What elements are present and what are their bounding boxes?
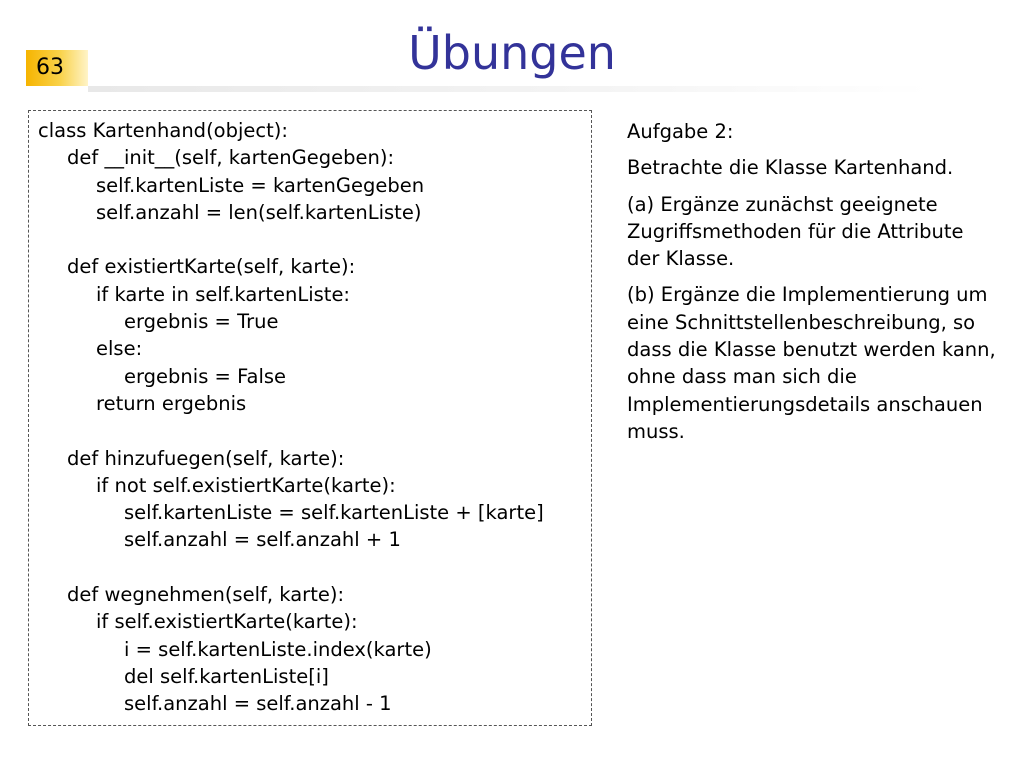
code-listing [38, 117, 544, 718]
code-line: class Kartenhand(object): [38, 119, 288, 142]
code-line: if karte in self.kartenListe: [96, 282, 351, 306]
task-heading: Aufgabe 2: [627, 120, 734, 143]
task-part-b: (b) Ergänze die Implementierung um eine Schnittstellenbeschreibung, so dass die Klasse benutzt werden kann, ohne dass man sich die Implementierungsdetails anschauen muss. [627, 283, 996, 443]
slide-title: Übungen [408, 26, 616, 80]
code-line: def hinzufuegen(self, karte): [67, 446, 345, 470]
task-part-a: (a) Ergänze zunächst geeignete Zugriffsmethoden für die Attribute der Klasse. [627, 192, 964, 271]
code-line: def __init__(self, kartenGegeben): [67, 146, 395, 170]
code-blank-line [38, 226, 544, 253]
code-line: else: [96, 337, 143, 361]
task-description [627, 118, 1002, 454]
code-line: ergebnis = False [124, 364, 287, 388]
code-line: del self.kartenListe[i] [124, 664, 329, 688]
code-line: ergebnis = True [124, 310, 279, 334]
code-blank-line [38, 417, 544, 444]
code-line: i = self.kartenListe.index(karte) [124, 637, 432, 661]
code-line: return ergebnis [96, 391, 247, 415]
code-line: self.anzahl = self.anzahl - 1 [124, 692, 392, 716]
code-line: def existiertKarte(self, karte): [67, 255, 356, 279]
title-underline [88, 86, 930, 92]
code-line: if self.existiertKarte(karte): [96, 610, 358, 634]
code-line: self.anzahl = self.anzahl + 1 [124, 528, 401, 552]
code-line: if not self.existiertKarte(karte): [96, 473, 396, 497]
code-line: self.kartenListe = kartenGegeben [96, 173, 425, 197]
task-intro: Betrachte die Klasse Kartenhand. [627, 156, 954, 180]
code-blank-line [38, 554, 544, 581]
code-line: def wegnehmen(self, karte): [67, 583, 345, 607]
code-line: self.anzahl = len(self.kartenListe) [96, 200, 422, 224]
code-line: self.kartenListe = self.kartenListe + [karte] [124, 501, 544, 525]
page-number: 63 [36, 55, 64, 80]
